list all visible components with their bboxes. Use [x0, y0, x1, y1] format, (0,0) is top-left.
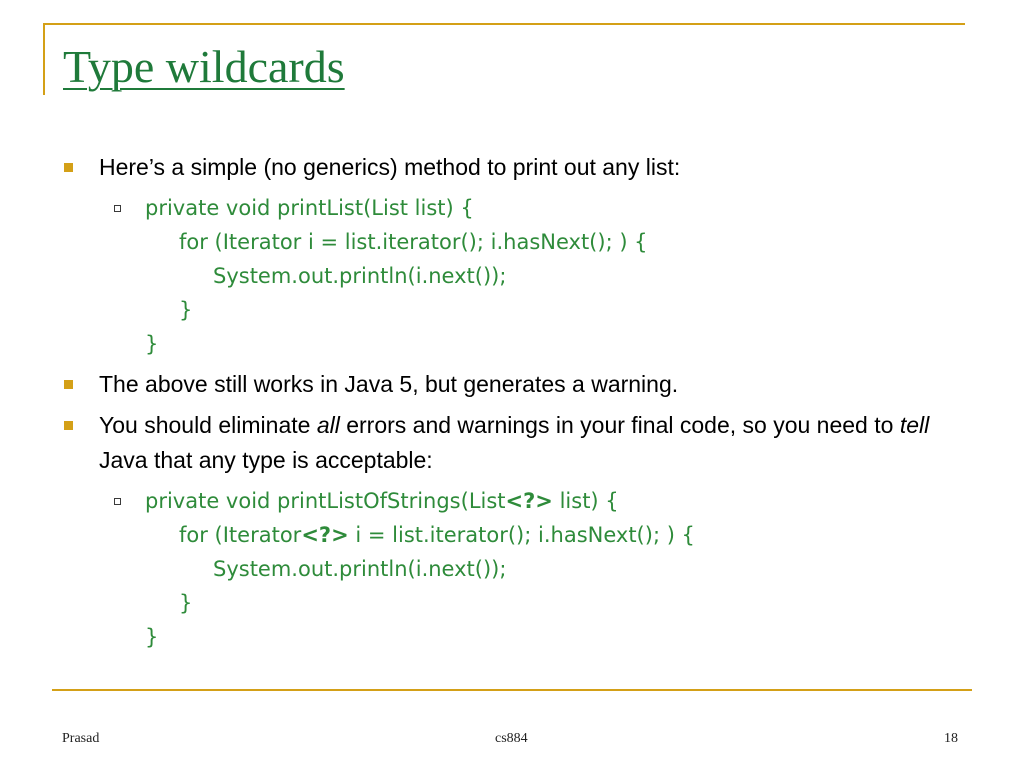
wildcard-token: <?> [301, 523, 349, 547]
bullet-text-post: Java that any type is acceptable: [99, 447, 433, 473]
code-line: System.out.println(i.next()); [213, 264, 507, 288]
bullet-text-mid: errors and warnings in your final code, so you need to [339, 412, 900, 438]
bullet-text: Here’s a simple (no generics) method to print out any list: [99, 154, 681, 180]
footer-course: cs884 [495, 731, 528, 746]
footer-author: Prasad [62, 731, 100, 746]
footer-page-number: 18 [944, 731, 958, 746]
footer-rule [52, 689, 972, 691]
code-line: } [179, 591, 193, 615]
bullet-item [62, 367, 962, 402]
slide-content [62, 150, 962, 660]
square-bullet-icon [64, 421, 73, 430]
bullet-item [62, 408, 962, 478]
code-block-printlistofstrings [145, 484, 962, 654]
frame-left-rule [43, 23, 45, 95]
code-line: System.out.println(i.next()); [213, 557, 507, 581]
code-block-printlist [145, 191, 962, 361]
hollow-square-bullet-icon [114, 205, 121, 212]
square-bullet-icon [64, 380, 73, 389]
hollow-square-bullet-icon [114, 498, 121, 505]
emphasis-all: all [316, 412, 340, 438]
wildcard-token: <?> [505, 489, 553, 513]
code-line: for (Iterator<?> i = list.iterator(); i.hasNext(); ) { [179, 523, 695, 547]
code-line: private void printList(List list) { [145, 196, 474, 220]
bullet-text: The above still works in Java 5, but generates a warning. [99, 371, 679, 397]
frame-top-rule [43, 23, 965, 25]
code-line: } [179, 298, 193, 322]
code-line: } [145, 332, 159, 356]
code-line: private void printListOfStrings(List<?> list) { [145, 489, 619, 513]
code-line: for (Iterator i = list.iterator(); i.hasNext(); ) { [179, 230, 648, 254]
code-line: } [145, 625, 159, 649]
bullet-text-pre: You should eliminate [99, 412, 317, 438]
slide-title: Type wildcards [63, 41, 345, 92]
bullet-item [62, 150, 962, 185]
emphasis-tell: tell [899, 412, 930, 438]
square-bullet-icon [64, 163, 73, 172]
